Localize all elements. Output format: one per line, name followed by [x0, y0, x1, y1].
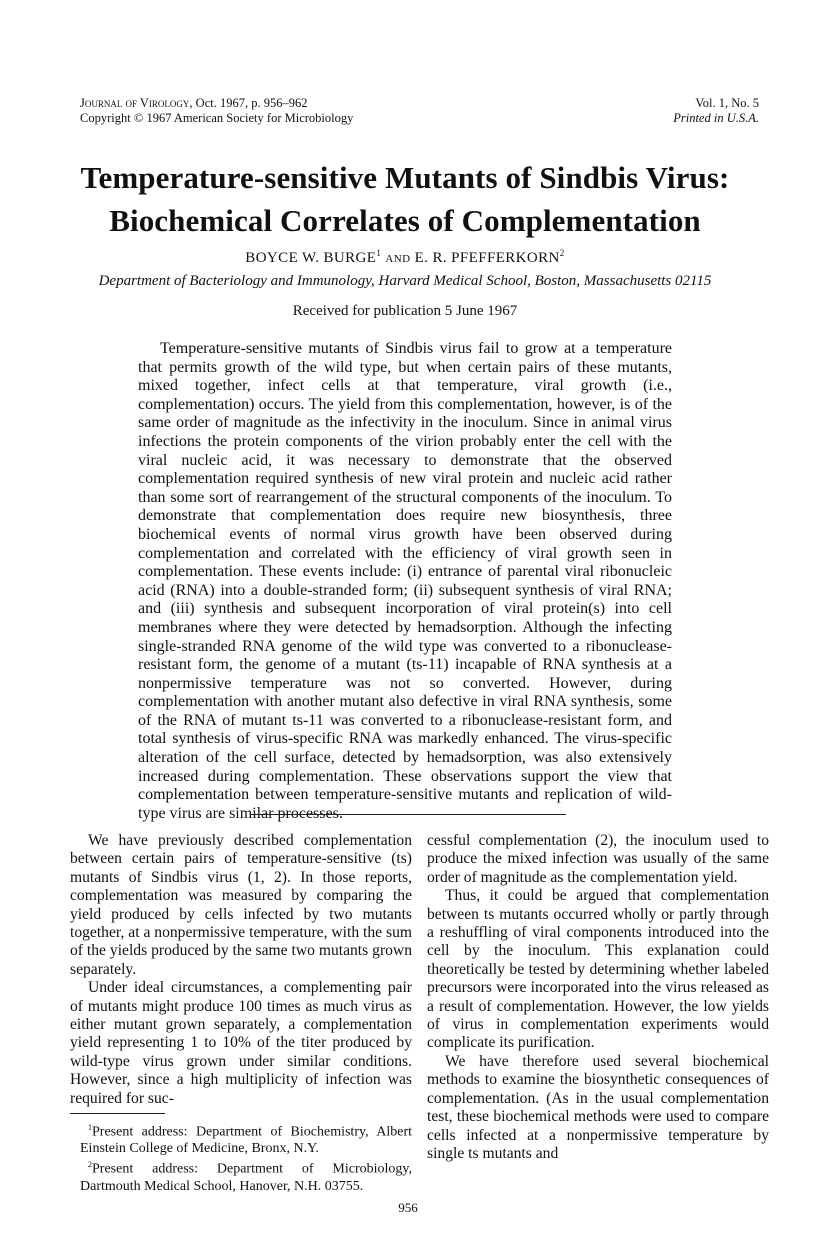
journal-name: Journal of Virology — [80, 96, 190, 110]
body-paragraph: We have therefore used several biochemical methods to examine the biosynthetic consequences of complementation. (As in the usual complementation test, these biochemical methods were used to compare cells infected at a nonpermissive temperature by single ts mutants and — [427, 1052, 769, 1162]
body-column-right — [427, 832, 769, 1163]
journal-date-pages: , Oct. 1967, p. 956–962 — [189, 96, 308, 110]
body-paragraph: Under ideal circumstances, a complementing pair of mutants might produce 100 times as much virus as either mutant grown separately, a complementation yield representing 1 to 10% of the titer produced by wild-type virus grown under similar conditions. However, since a high multiplicity of infection was required for suc- — [70, 979, 412, 1107]
footnote-1-text: Present address: Department of Biochemistry, Albert Einstein College of Medicine, Bronx, N.Y. — [80, 1124, 412, 1157]
body-paragraph: Thus, it could be argued that complementation between ts mutants occurred wholly or partly through a reshuffling of viral components introduced into the cell by the inoculum. This explanation could theoretically be tested by determining whether labeled precursors were incorporated into the virus released as a result of complementation. However, the low yields of virus in complementation experiments would complicate its purification. — [427, 887, 769, 1052]
journal-citation — [80, 96, 353, 111]
footnote-2-mark: 2 — [88, 1160, 92, 1170]
title-line-1: Temperature-sensitive Mutants of Sindbis Virus: — [80, 160, 730, 195]
affiliation: Department of Bacteriology and Immunology, Harvard Medical School, Boston, Massachusetts 02115 — [98, 273, 712, 289]
footnote-2-text: Present address: Department of Microbiology, Dartmouth Medical School, Hanover, N.H. 03755. — [80, 1162, 412, 1194]
author-1-footnote-mark: 1 — [376, 248, 382, 258]
authors — [40, 248, 770, 267]
author-conjunction: and — [385, 250, 411, 266]
page-number: 956 — [398, 1200, 418, 1215]
body-column-left — [70, 832, 412, 1108]
body-paragraph: We have previously described complementation between certain pairs of temperature-sensitive (ts) mutants of Sindbis virus (1, 2). In those reports, complementation was measured by comparing the yield produced by cells infected by two mutants together, at a nonpermissive temperature, with the sum of the yields produced by the same two mutants grown separately. — [70, 832, 412, 978]
body-paragraph: cessful complementation (2), the inoculum used to produce the mixed infection was usually of the same order of magnitude as the complementation yield. — [427, 832, 769, 886]
footnote-1 — [80, 1120, 412, 1157]
running-header-right — [673, 96, 759, 126]
section-divider — [250, 814, 566, 815]
author-1: BOYCE W. BURGE — [245, 250, 377, 266]
title-line-2: Biochemical Correlates of Complementation — [109, 203, 701, 238]
footnotes — [80, 1120, 412, 1195]
author-2-footnote-mark: 2 — [559, 248, 565, 258]
received-date: Received for publication 5 June 1967 — [292, 303, 518, 319]
author-2: E. R. PFEFFERKORN — [414, 250, 560, 266]
abstract: Temperature-sensitive mutants of Sindbis virus fail to grow at a temperature that permits growth of the wild type, but when certain pairs of these mutants, mixed together, infect cells at that temperature, viral growth (i.e., complementation) occurs. The yield from this complementation, however, is of the same order of magnitude as the infectivity in the inoculum. Since in animal virus infections the protein components of the virion probably enter the cell with the viral nucleic acid, it was necessary to demonstrate that the observed complementation required synthesis of new viral protein and nucleic acid rather than some sort of rearrangement of the structural components of the inoculum. To demonstrate that complementation does require new biosynthesis, three biochemical events of normal virus growth have been observed during complementation and correlated with the efficiency of viral growth seen in complementation. These events include: (i) entrance of parental viral ribonucleic acid (RNA) into a double-stranded form; (ii) subsequent synthesis of viral RNA; and (iii) synthesis and subsequent incorporation of viral protein(s) into cell membranes where they were detected by hemadsorption. Although the infecting single-stranded RNA genome of the wild type was converted to a ribonuclease-resistant form, the genome of a mutant (ts-11) incapable of RNA synthesis at a nonpermissive temperature was not so converted. However, during complementation with another mutant also defective in viral RNA synthesis, some of the RNA of mutant ts-11 was converted to a ribonuclease-resistant form, and total synthesis of virus-specific RNA was markedly enhanced. The virus-specific alteration of the cell surface, detected by hemadsorption, was also extensively increased during complementation. These observations support the view that complementation between temperature-sensitive mutants and replication of wild-type virus are similar processes. — [138, 340, 672, 822]
article-title — [40, 156, 770, 242]
footnote-divider — [70, 1113, 165, 1114]
footnote-2 — [80, 1157, 412, 1194]
footnote-1-mark: 1 — [88, 1123, 92, 1132]
printed-in: Printed in U.S.A. — [673, 111, 759, 125]
volume-issue: Vol. 1, No. 5 — [695, 96, 759, 110]
running-header-left — [80, 96, 353, 126]
copyright-line: Copyright © 1967 American Society for Microbiology — [80, 111, 354, 125]
